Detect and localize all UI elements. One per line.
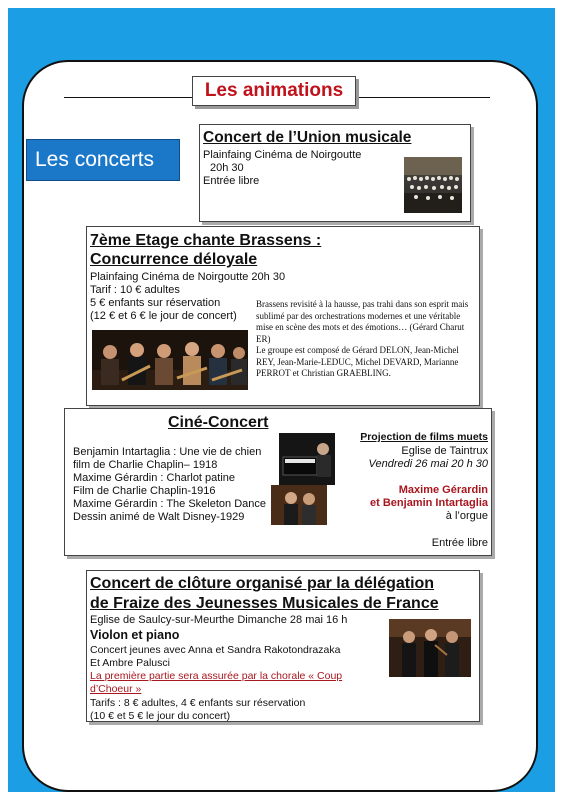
piano-photo <box>279 433 335 485</box>
brassens-tarif-enfants: 5 € enfants sur réservation <box>90 297 221 309</box>
cloture-note-line2: d’Choeur » <box>90 683 142 695</box>
cloture-title-line1: Concert de clôture organisé par la délégation <box>90 575 435 592</box>
union-entry: Entrée libre <box>203 175 260 187</box>
cloture-box <box>86 570 480 722</box>
brassens-title-line2: Concurrence déloyale <box>90 251 258 268</box>
cine-film-1-info: film de Charlie Chaplin– 1918 <box>73 459 218 471</box>
cloture-tarifs: Tarifs : 8 € adultes, 4 € enfants sur réservation <box>90 697 306 709</box>
cine-film-3-info: Dessin animé de Walt Disney-1929 <box>73 511 245 523</box>
cloture-title-line2: de Fraize des Jeunesses Musicales de France <box>90 595 439 612</box>
cine-entry: Entrée libre <box>431 537 488 549</box>
brassens-group: Le groupe est composé de Gérard DELON, Jean-Michel REY, Jean-Marie-LEDUC, Michel DEVARD, Marianne PERROT et Christian GRAEBLING. <box>256 345 459 378</box>
orchestra-photo <box>404 157 462 213</box>
union-musicale-box <box>199 124 471 222</box>
union-venue: Plainfaing Cinéma de Noirgoutte <box>203 149 362 161</box>
cloture-line2: Et Ambre Palusci <box>90 657 170 669</box>
cine-concert-box <box>64 408 492 556</box>
union-title: Concert de l’Union musicale <box>203 129 412 146</box>
title-rule-left <box>64 97 192 98</box>
cine-venue: Eglise de Taintrux <box>401 445 488 457</box>
union-time: 20h 30 <box>210 162 244 174</box>
cine-performer-2: et Benjamin Intartaglia <box>370 497 488 509</box>
cine-date: Vendredi 26 mai 20 h 30 <box>368 458 488 470</box>
brassens-tarif-jour: (12 € et 6 € le jour de concert) <box>90 310 237 322</box>
title-rule-right <box>357 97 490 98</box>
cine-film-1: Benjamin Intartaglia : Une vie de chien <box>73 446 262 458</box>
cloture-note-line1: La première partie sera assurée par la chorale « Coup <box>90 670 343 682</box>
duo-photo <box>271 485 327 525</box>
cine-title: Ciné-Concert <box>168 414 269 431</box>
brassens-venue: Plainfaing Cinéma de Noirgoutte 20h 30 <box>90 271 286 283</box>
brassens-tarif: Tarif : 10 € adultes <box>90 284 180 296</box>
cine-film-3: Maxime Gérardin : The Skeleton Dance <box>73 498 266 510</box>
trio-photo <box>389 619 471 677</box>
section-tab <box>26 139 180 181</box>
cloture-line1: Concert jeunes avec Anna et Sandra Rakotondrazaka <box>90 644 341 656</box>
cloture-tarifs-day: (10 € et 5 € le jour du concert) <box>90 710 231 722</box>
cloture-program: Violon et piano <box>90 628 180 642</box>
page-title-box <box>192 76 356 106</box>
band-photo <box>92 330 248 390</box>
page-title: Les animations <box>204 80 344 101</box>
cine-film-2-info: Film de Charlie Chaplin-1916 <box>73 485 216 497</box>
cloture-venue: Eglise de Saulcy-sur-Meurthe Dimanche 28 mai 16 h <box>90 614 348 626</box>
brassens-box <box>86 226 480 406</box>
brassens-quote: Brassens revisité à la hausse, pas trahi dans son esprit mais sublimé par des orchestrations modernes et une véritable mise en scène des mots et des émotions… (Gérard Charut ER) <box>256 299 469 344</box>
section-tab-label: Les concerts <box>35 148 155 171</box>
cine-instrument: à l’orgue <box>445 510 488 522</box>
cine-performer-1: Maxime Gérardin <box>398 484 488 496</box>
cine-projection-title: Projection de films muets <box>360 431 488 443</box>
brassens-title-line1: 7ème Etage chante Brassens : <box>90 232 322 249</box>
cine-film-2: Maxime Gérardin : Charlot patine <box>73 472 236 484</box>
